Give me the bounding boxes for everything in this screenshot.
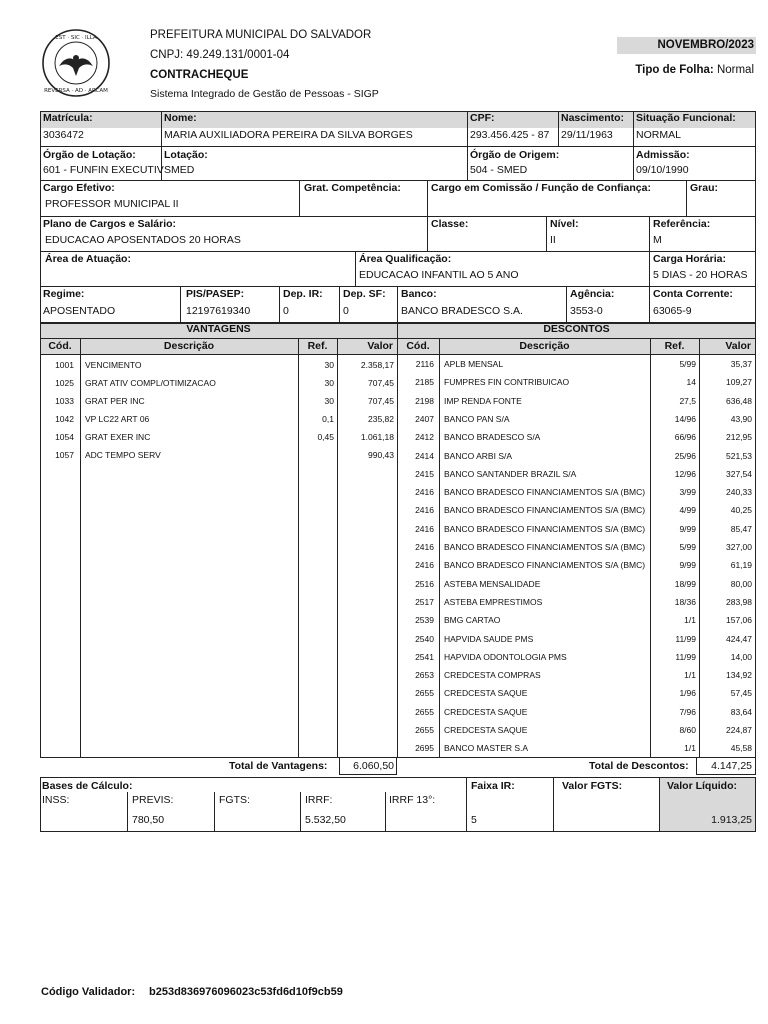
desconto-desc: BANCO ARBI S/A xyxy=(444,450,513,461)
desconto-ref: 3/99 xyxy=(679,487,696,498)
carga-horaria-label: Carga Horária: xyxy=(653,253,726,265)
faixa-ir-value: 5 xyxy=(471,814,477,826)
cargo-value: PROFESSOR MUNICIPAL II xyxy=(45,198,179,210)
desconto-cod: 2416 xyxy=(415,505,434,516)
desconto-desc: CREDCESTA SAQUE xyxy=(444,706,528,717)
desconto-desc: HAPVIDA SAUDE PMS xyxy=(444,633,534,644)
table-divider xyxy=(397,323,398,758)
desconto-valor: 40,25 xyxy=(730,505,752,516)
payroll-table xyxy=(40,323,756,758)
orgao-origem-value: 504 - SMED xyxy=(470,164,528,176)
desconto-ref: 4/99 xyxy=(679,505,696,516)
fgts-label: FGTS: xyxy=(219,794,250,806)
desconto-ref: 27,5 xyxy=(679,395,696,406)
desconto-cod: 2185 xyxy=(415,377,434,388)
desconto-valor: 14,00 xyxy=(730,651,752,662)
desconto-ref: 18/36 xyxy=(674,596,696,607)
referencia-label: Referência: xyxy=(653,218,711,230)
desconto-ref: 9/99 xyxy=(679,523,696,534)
desconto-desc: CREDCESTA COMPRAS xyxy=(444,670,541,681)
desconto-ref: 5/99 xyxy=(679,542,696,552)
desconto-valor: 424,47 xyxy=(726,633,752,644)
vant-col-desc: Descrição xyxy=(163,340,215,352)
vantagem-valor: 235,82 xyxy=(368,414,394,424)
desconto-cod: 2412 xyxy=(415,432,434,443)
desconto-ref: 1/1 xyxy=(684,670,696,681)
desconto-cod: 2541 xyxy=(415,651,434,662)
desconto-cod: 2416 xyxy=(415,542,434,552)
desconto-cod: 2198 xyxy=(415,395,434,406)
desconto-cod: 2653 xyxy=(415,670,434,681)
vantagem-valor: 1.061,18 xyxy=(360,432,394,442)
desconto-cod: 2516 xyxy=(415,578,434,589)
total-descontos-label: Total de Descontos: xyxy=(589,760,689,772)
cargo-comissao-label: Cargo em Comissão / Função de Confiança: xyxy=(431,182,651,194)
dep-ir-label: Dep. IR: xyxy=(283,288,323,300)
desconto-desc: BANCO BRADESCO S/A xyxy=(444,432,541,443)
desconto-desc: CREDCESTA SAQUE xyxy=(444,725,528,735)
desconto-valor: 43,90 xyxy=(730,413,752,424)
descontos-title: DESCONTOS xyxy=(543,323,610,335)
desconto-valor: 327,00 xyxy=(726,542,752,552)
banco-value: BANCO BRADESCO S.A. xyxy=(401,305,523,317)
total-descontos-value: 4.147,25 xyxy=(711,760,752,772)
matricula-value: 3036472 xyxy=(43,129,84,141)
referencia-value: M xyxy=(653,234,662,246)
classe-label: Classe: xyxy=(431,218,469,230)
desconto-desc: FUMPRES FIN CONTRIBUICAO xyxy=(444,377,570,388)
vantagem-ref: 30 xyxy=(324,378,334,388)
desconto-valor: 636,48 xyxy=(726,395,752,406)
conta-label: Conta Corrente: xyxy=(653,288,733,300)
vantagens-title: VANTAGENS xyxy=(186,323,251,335)
grid-line xyxy=(40,180,756,181)
system-name: Sistema Integrado de Gestão de Pessoas - SIGP xyxy=(150,88,379,100)
desconto-cod: 2655 xyxy=(415,706,434,717)
desconto-valor: 61,19 xyxy=(730,560,752,571)
vantagem-ref: 0,1 xyxy=(322,414,334,424)
desconto-ref: 12/96 xyxy=(674,468,696,479)
vantagem-cod: 1054 xyxy=(55,432,74,442)
desconto-ref: 14 xyxy=(686,377,696,388)
irrf13-label: IRRF 13°: xyxy=(389,794,436,806)
desconto-ref: 8/60 xyxy=(679,725,696,735)
org-name: PREFEITURA MUNICIPAL DO SALVADOR xyxy=(150,29,372,41)
vantagem-cod: 1057 xyxy=(55,450,74,460)
desconto-cod: 2416 xyxy=(415,487,434,498)
bases-title: Bases de Cálculo: xyxy=(42,780,133,792)
desconto-valor: 109,27 xyxy=(726,377,752,388)
nome-value: MARIA AUXILIADORA PEREIRA DA SILVA BORGES xyxy=(164,129,413,141)
desconto-valor: 521,53 xyxy=(726,450,752,461)
desconto-desc: BANCO MASTER S.A xyxy=(444,743,529,754)
dep-sf-value: 0 xyxy=(343,305,349,317)
desconto-cod: 2116 xyxy=(415,359,434,369)
area-qualificacao-value: EDUCACAO INFANTIL AO 5 ANO xyxy=(359,269,519,281)
admissao-value: 09/10/1990 xyxy=(636,164,689,176)
codigo-validador-value: b253d836976096023c53fd6d10f9cb59 xyxy=(149,986,343,998)
valor-fgts-label: Valor FGTS: xyxy=(562,780,623,792)
banco-label: Banco: xyxy=(401,288,437,300)
desconto-cod: 2416 xyxy=(415,560,434,571)
desc-col-cod: Cód. xyxy=(406,340,430,352)
vantagem-valor: 990,43 xyxy=(368,450,394,460)
desconto-ref: 5/99 xyxy=(679,359,696,369)
desconto-desc: APLB MENSAL xyxy=(444,359,504,369)
vantagem-cod: 1001 xyxy=(55,360,74,370)
grat-competencia-label: Grat. Competência: xyxy=(304,182,401,194)
desconto-ref: 1/1 xyxy=(684,743,696,754)
area-atuacao-label: Área de Atuação: xyxy=(45,253,131,265)
desconto-desc: HAPVIDA ODONTOLOGIA PMS xyxy=(444,651,567,662)
vantagem-desc: GRAT EXER INC xyxy=(85,432,151,442)
desc-col-valor: Valor xyxy=(725,340,751,352)
vantagem-desc: GRAT ATIV COMPL/OTIMIZACAO xyxy=(85,378,216,388)
pis-value: 12197619340 xyxy=(186,305,251,317)
seal-text-top: EST · SIC · ILLA xyxy=(55,35,97,41)
irrf-label: IRRF: xyxy=(305,794,333,806)
desconto-desc: BANCO BRADESCO FINANCIAMENTOS S/A (BMC) xyxy=(444,542,646,552)
vantagem-desc: GRAT PER INC xyxy=(85,396,145,406)
tipo-folha-label: Tipo de Folha: xyxy=(635,64,714,76)
lotacao-value: SMED xyxy=(164,164,195,176)
plano-value: EDUCACAO APOSENTADOS 20 HORAS xyxy=(45,234,241,246)
cnpj: CNPJ: 49.249.131/0001-04 xyxy=(150,49,290,61)
desconto-cod: 2414 xyxy=(415,450,434,461)
tipo-folha-value: Normal xyxy=(716,64,754,76)
vantagem-valor: 707,45 xyxy=(368,396,394,406)
dep-sf-label: Dep. SF: xyxy=(343,288,386,300)
regime-value: APOSENTADO xyxy=(43,305,116,317)
doc-title: CONTRACHEQUE xyxy=(150,69,249,81)
total-vantagens-value: 6.060,50 xyxy=(353,760,394,772)
tipo-folha xyxy=(635,64,754,76)
previs-label: PREVIS: xyxy=(132,794,174,806)
matricula-label: Matrícula: xyxy=(43,112,93,124)
vantagem-valor: 707,45 xyxy=(368,378,394,388)
total-vantagens-label: Total de Vantagens: xyxy=(229,760,328,772)
desconto-cod: 2655 xyxy=(415,688,434,699)
desc-col-ref: Ref. xyxy=(664,340,685,352)
previs-value: 780,50 xyxy=(132,814,165,826)
period: NOVEMBRO/2023 xyxy=(617,37,756,54)
regime-label: Regime: xyxy=(43,288,85,300)
vantagem-desc: ADC TEMPO SERV xyxy=(85,450,161,460)
plano-label: Plano de Cargos e Salário: xyxy=(43,218,177,230)
desconto-ref: 1/1 xyxy=(684,615,696,626)
vantagem-cod: 1025 xyxy=(55,378,74,388)
desconto-valor: 35,37 xyxy=(730,359,752,369)
agencia-label: Agência: xyxy=(570,288,615,300)
nascimento-value: 29/11/1963 xyxy=(561,129,613,141)
vantagem-cod: 1033 xyxy=(55,396,74,406)
desconto-desc: CREDCESTA SAQUE xyxy=(444,688,528,699)
irrf-value: 5.532,50 xyxy=(305,814,346,826)
desconto-ref: 11/99 xyxy=(675,633,696,644)
desconto-cod: 2539 xyxy=(415,615,434,626)
admissao-label: Admissão: xyxy=(636,149,690,161)
valor-liquido-label: Valor Líquido: xyxy=(667,780,737,792)
vant-col-ref: Ref. xyxy=(307,340,328,352)
desconto-cod: 2655 xyxy=(415,725,434,735)
desconto-valor: 134,92 xyxy=(726,670,752,681)
desconto-desc: BANCO SANTANDER BRAZIL S/A xyxy=(444,468,577,479)
desconto-desc: BANCO BRADESCO FINANCIAMENTOS S/A (BMC) xyxy=(444,505,646,516)
cargo-label: Cargo Efetivo: xyxy=(43,182,115,194)
lotacao-label: Lotação: xyxy=(164,149,208,161)
desconto-valor: 157,06 xyxy=(726,615,752,626)
desconto-valor: 45,58 xyxy=(730,743,752,754)
desconto-valor: 212,95 xyxy=(726,432,752,443)
situacao-label: Situação Funcional: xyxy=(636,112,736,124)
desconto-valor: 240,33 xyxy=(726,487,752,498)
desconto-valor: 283,98 xyxy=(726,596,752,607)
desconto-valor: 83,64 xyxy=(730,706,752,717)
desconto-ref: 1/96 xyxy=(679,688,696,699)
desconto-valor: 57,45 xyxy=(730,688,752,699)
vantagem-ref: 30 xyxy=(324,396,334,406)
desconto-desc: BANCO BRADESCO FINANCIAMENTOS S/A (BMC) xyxy=(444,487,646,498)
vant-col-valor: Valor xyxy=(367,340,393,352)
vantagem-valor: 2.358,17 xyxy=(360,360,394,370)
valor-liquido-value: 1.913,25 xyxy=(711,814,752,826)
conta-value: 63065-9 xyxy=(653,305,692,317)
seal-text-bottom: REVERSA · AD · ARCAM xyxy=(44,88,108,94)
inss-label: INSS: xyxy=(42,794,70,806)
vantagem-desc: VP LC22 ART 06 xyxy=(85,414,150,424)
desconto-ref: 9/99 xyxy=(679,560,696,571)
vant-col-cod: Cód. xyxy=(48,340,72,352)
desconto-ref: 25/96 xyxy=(674,450,696,461)
desconto-desc: BMG CARTAO xyxy=(444,615,501,626)
desconto-desc: IMP RENDA FONTE xyxy=(444,395,522,406)
desconto-ref: 14/96 xyxy=(674,413,696,424)
grau-label: Grau: xyxy=(690,182,719,194)
desconto-cod: 2415 xyxy=(415,468,434,479)
cpf-label: CPF: xyxy=(470,112,495,124)
desconto-valor: 85,47 xyxy=(730,523,752,534)
desconto-cod: 2517 xyxy=(415,596,434,607)
desconto-desc: BANCO PAN S/A xyxy=(444,413,510,424)
faixa-ir-label: Faixa IR: xyxy=(471,780,515,792)
desconto-desc: ASTEBA EMPRESTIMOS xyxy=(444,596,543,607)
orgao-lotacao-value: 601 - FUNFIN EXECUTIV xyxy=(43,164,164,176)
grid-line xyxy=(40,146,756,147)
orgao-lotacao-label: Órgão de Lotação: xyxy=(43,149,136,161)
dep-ir-value: 0 xyxy=(283,305,289,317)
orgao-origem-label: Órgão de Origem: xyxy=(470,149,560,161)
area-qualificacao-label: Área Qualificação: xyxy=(359,253,452,265)
nivel-value: II xyxy=(550,234,556,246)
desconto-desc: ASTEBA MENSALIDADE xyxy=(444,578,541,589)
carga-horaria-value: 5 DIAS - 20 HORAS xyxy=(653,269,748,281)
nivel-label: Nível: xyxy=(550,218,579,230)
nascimento-label: Nascimento: xyxy=(561,112,625,124)
vantagem-cod: 1042 xyxy=(55,414,74,424)
nome-label: Nome: xyxy=(164,112,197,124)
desconto-cod: 2416 xyxy=(415,523,434,534)
desconto-valor: 327,54 xyxy=(726,468,752,479)
vantagem-ref: 0,45 xyxy=(317,432,334,442)
desconto-valor: 224,87 xyxy=(726,725,752,735)
desc-col-desc: Descrição xyxy=(519,340,570,352)
desconto-ref: 66/96 xyxy=(674,432,696,443)
desconto-ref: 7/96 xyxy=(679,706,696,717)
situacao-value: NORMAL xyxy=(636,129,681,141)
desconto-cod: 2695 xyxy=(415,743,434,754)
codigo-validador-label: Código Validador: xyxy=(41,986,136,998)
desconto-cod: 2540 xyxy=(415,633,434,644)
desconto-cod: 2407 xyxy=(415,413,434,424)
pis-label: PIS/PASEP: xyxy=(186,288,245,300)
vantagem-desc: VENCIMENTO xyxy=(85,360,142,370)
agencia-value: 3553-0 xyxy=(570,305,603,317)
city-seal-logo xyxy=(41,28,111,98)
desconto-valor: 80,00 xyxy=(730,578,752,589)
cpf-value: 293.456.425 - 87 xyxy=(470,129,550,141)
desconto-desc: BANCO BRADESCO FINANCIAMENTOS S/A (BMC) xyxy=(444,560,646,571)
vantagem-ref: 30 xyxy=(324,360,334,370)
desconto-ref: 18/99 xyxy=(674,578,696,589)
desconto-desc: BANCO BRADESCO FINANCIAMENTOS S/A (BMC) xyxy=(444,523,646,534)
desconto-ref: 11/99 xyxy=(675,651,696,662)
